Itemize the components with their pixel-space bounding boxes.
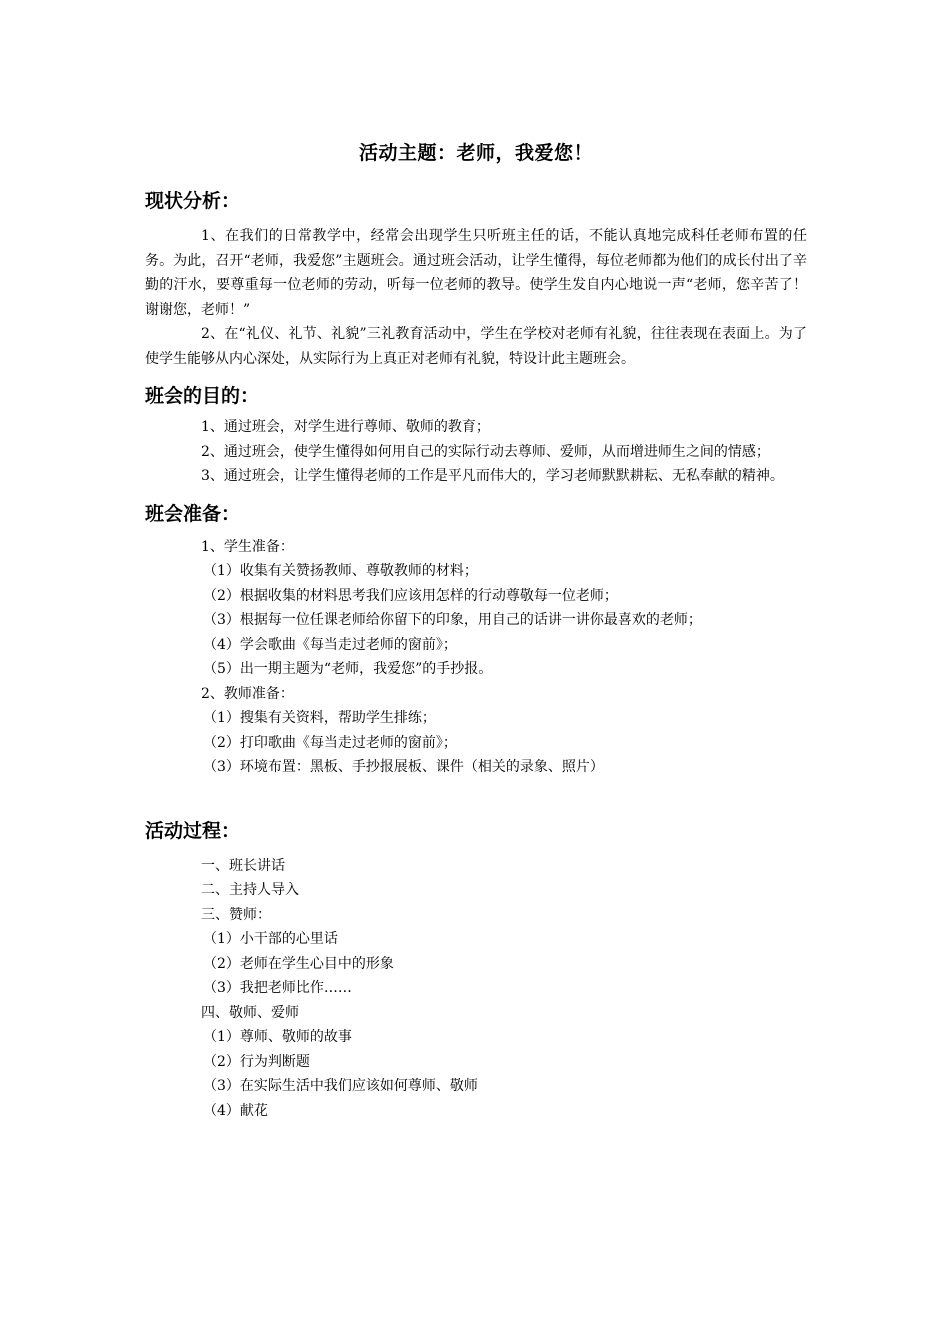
- list-item: 四、敬师、爱师: [201, 1004, 299, 1021]
- list-item: （3）根据每一位任课老师给你留下的印象，用自己的话讲一讲你最喜欢的老师；: [203, 612, 702, 628]
- document-title: 活动主题：老师，我爱您！: [358, 142, 593, 164]
- list-item: （1）小干部的心里话: [203, 931, 338, 947]
- list-item: （1）收集有关赞扬教师、尊敬教师的材料；: [203, 563, 478, 579]
- list-item: （2）根据收集的材料思考我们应该用怎样的行动尊敬每一位老师；: [203, 587, 618, 604]
- list-item: （1）尊师、敬师的故事: [203, 1029, 352, 1045]
- list-item: 一、班长讲话: [201, 857, 285, 874]
- list-item: （2）打印歌曲《每当走过老师的窗前》；: [203, 734, 457, 751]
- teacher-prep-title: 2、教师准备：: [201, 685, 294, 702]
- list-item: （4）学会歌曲《每当走过老师的窗前》；: [203, 636, 457, 653]
- list-item: （2）老师在学生心目中的形象: [203, 955, 394, 972]
- purpose-paragraph-3: 3、通过班会，让学生懂得老师的工作是平凡而伟大的，学习老师默默耕耘、无私奉献的精神。: [201, 468, 784, 484]
- purpose-paragraph-2: 2、通过班会，使学生懂得如何用自己的实际行动去尊师、爱师，从而增进师生之间的情感；: [201, 443, 770, 460]
- section-heading-purpose: 班会的目的：: [145, 385, 260, 407]
- section-heading-status: 现状分析：: [145, 190, 241, 212]
- purpose-paragraph-1: 1、通过班会，对学生进行尊师、敬师的教育；: [201, 419, 490, 435]
- list-item: （5）出一期主题为“老师，我爱您”的手抄报。: [203, 661, 493, 677]
- list-item: （3）在实际生活中我们应该如何尊师、敬师: [203, 1078, 478, 1094]
- list-item: （2）行为判断题: [203, 1053, 310, 1070]
- process-list: [145, 854, 807, 1124]
- list-item: （1）搜集有关资料，帮助学生排练；: [203, 710, 436, 726]
- preparation-list: [145, 535, 807, 780]
- list-item: 三、赞师：: [201, 906, 271, 923]
- status-paragraph-2: 2、在“礼仪、礼节、礼貌”三礼教育活动中，学生在学校对老师有礼貌，往往表现在表面上。为了使学生能够从内心深处，从实际行为上真正对老师有礼貌，特设计此主题班会。: [145, 326, 807, 367]
- section-heading-process: 活动过程：: [145, 819, 241, 842]
- section-heading-preparation: 班会准备：: [145, 502, 241, 525]
- status-paragraph-1: 1、在我们的日常教学中，经常会出现学生只听班主任的话，不能认真地完成科任老师布置的任务。为此，召开“老师，我爱您”主题班会。通过班会活动，让学生懂得，每位老师都为他们的成长付出了辛勤的汗水，要尊重每一位老师的劳动，听每一位老师的教导。使学生发自内心地说一声“老师，您辛苦了！谢谢您，老师！”: [145, 228, 807, 318]
- list-item: 二、主持人导入: [201, 882, 299, 898]
- document-page: [145, 138, 807, 1123]
- list-item: （3）环境布置：黑板、手抄报展板、课件（相关的录象、照片）: [203, 759, 604, 775]
- student-prep-title: 1、学生准备：: [201, 538, 294, 555]
- list-item: （3）我把老师比作……: [203, 980, 352, 996]
- list-item: （4）献花: [203, 1102, 268, 1119]
